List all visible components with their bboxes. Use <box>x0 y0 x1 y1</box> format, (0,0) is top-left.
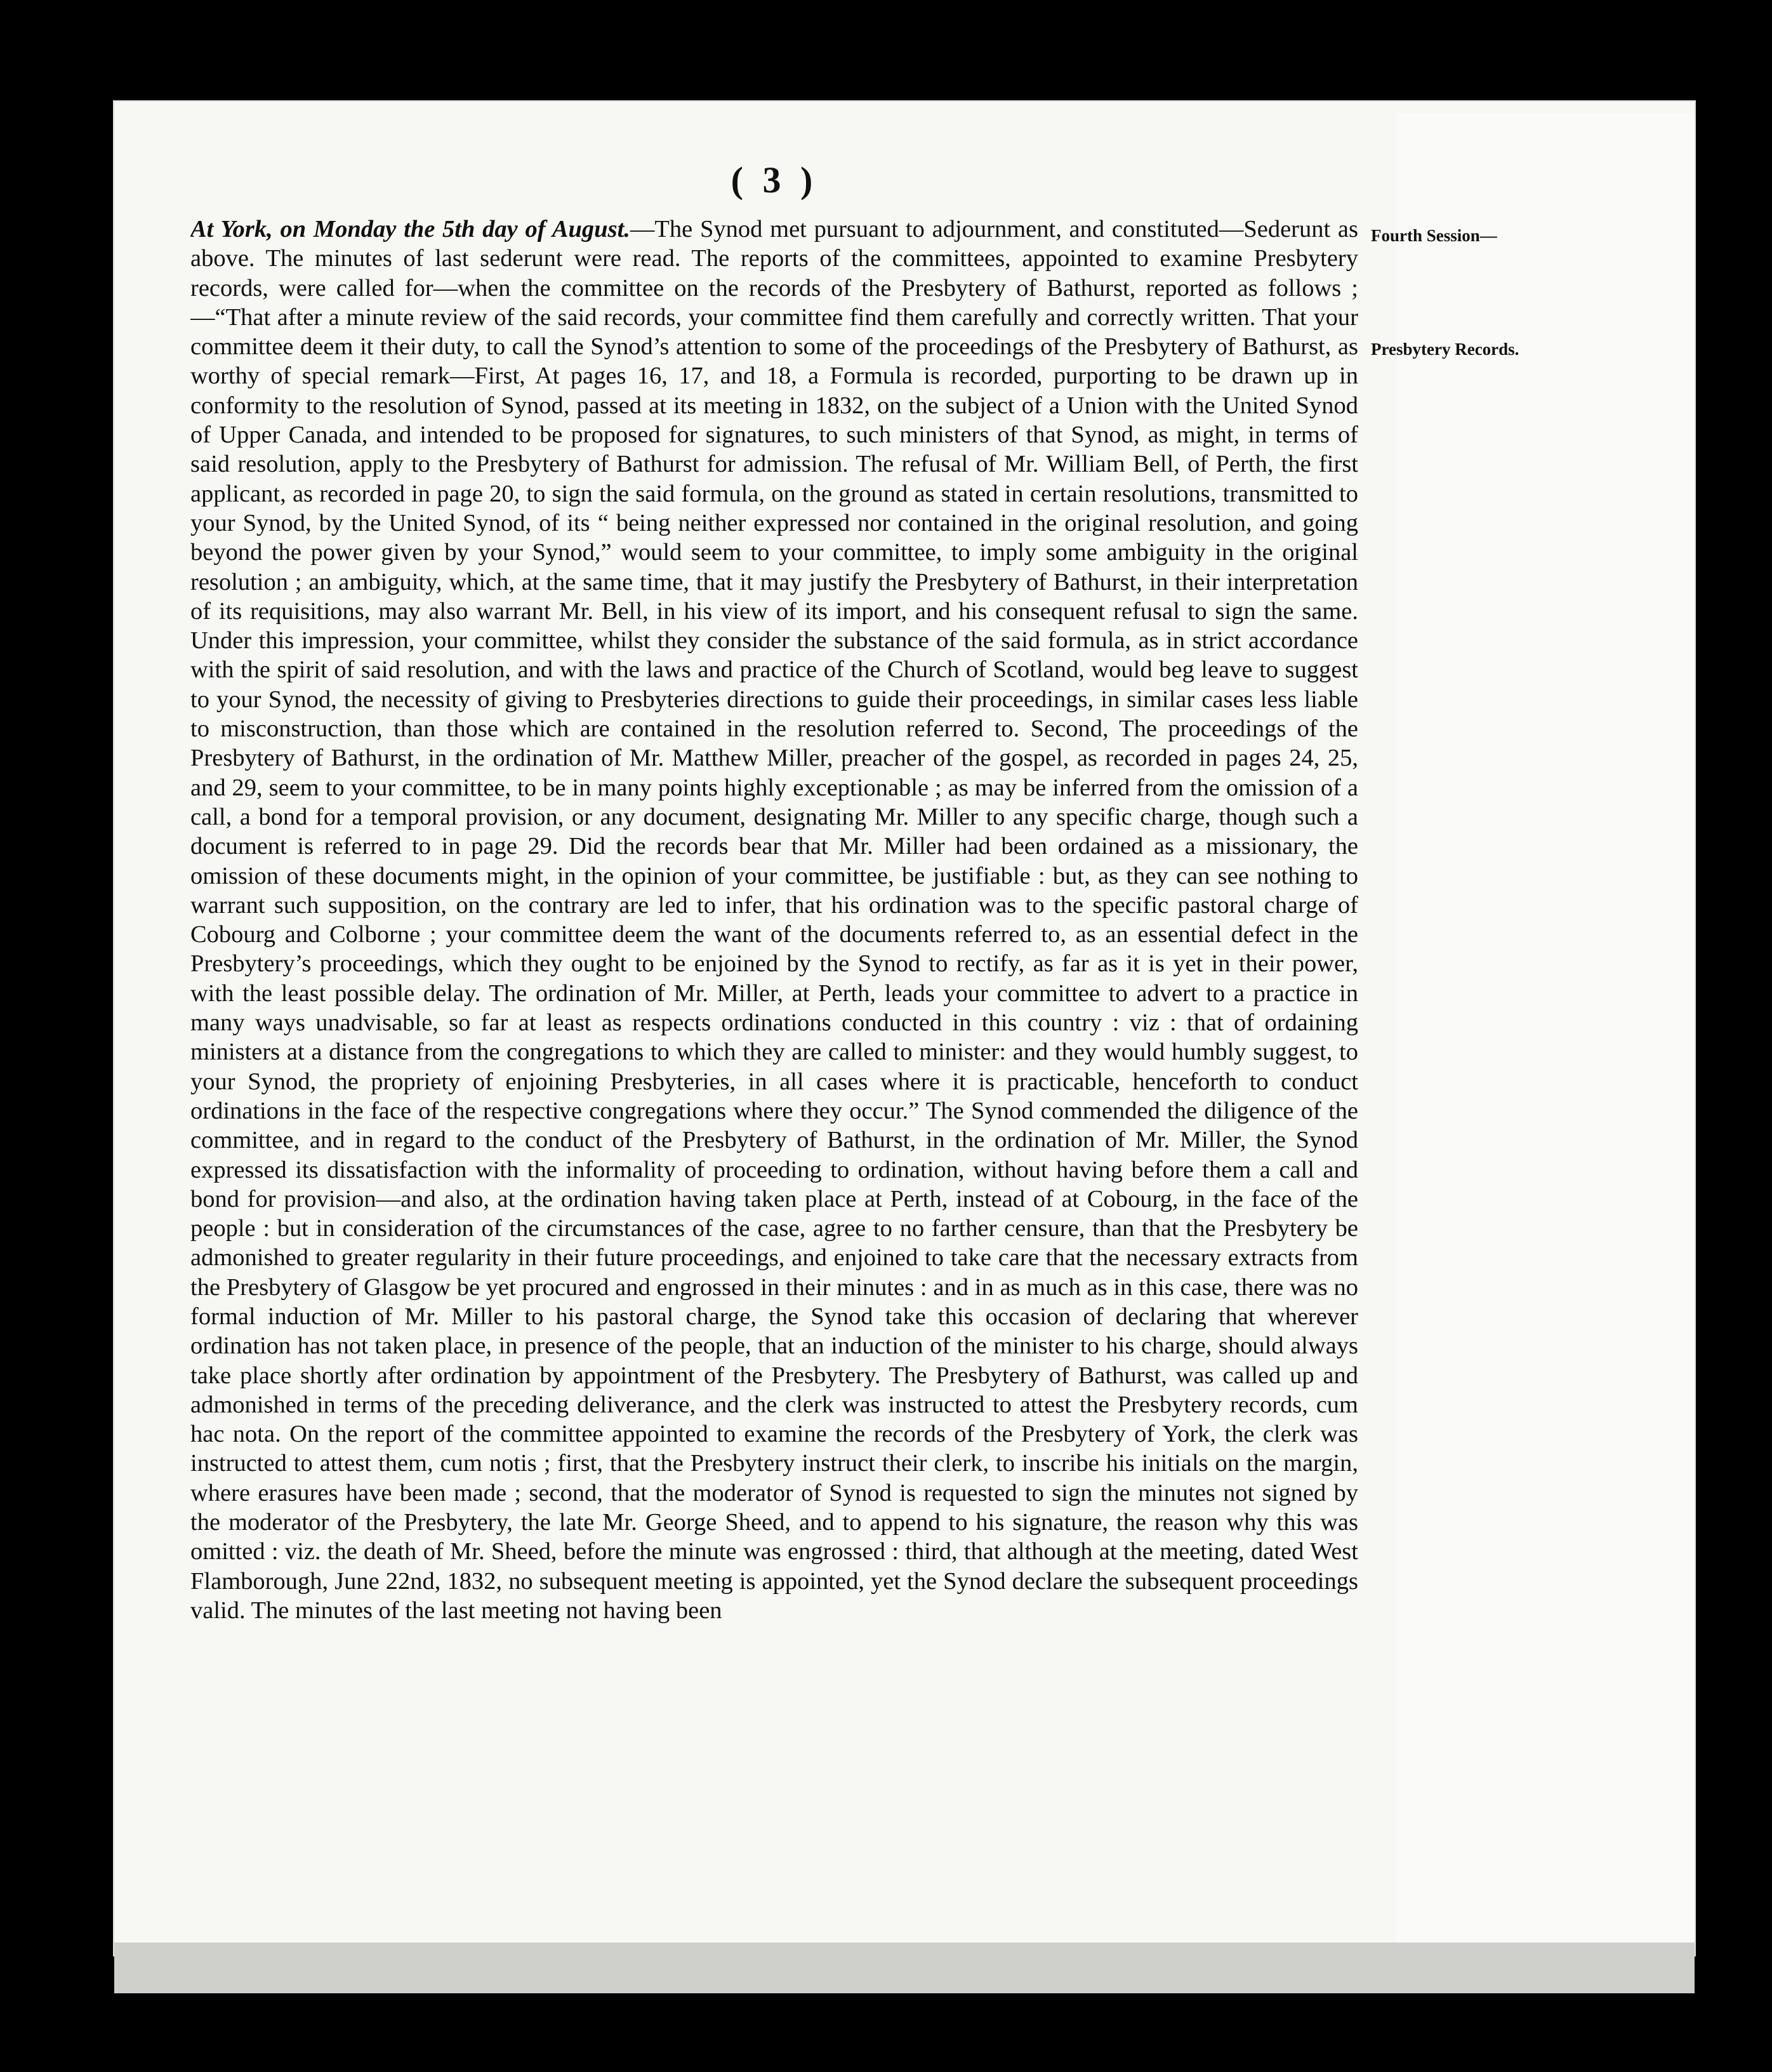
page-bottom-edge <box>114 1942 1695 1993</box>
margin-note-presbytery-records: Presbytery Records. <box>1371 340 1519 359</box>
session-heading: At York, on Monday the 5th day of August. <box>190 216 630 242</box>
paragraph-text: —The Synod met pursuant to adjournment, and constituted—Sederunt as above. The minutes of last sederunt were read. The reports of the committees, appointed to examine Presbytery records, were called for—when the committee on the records of the Presbytery of Bathurst, reported as follows ;—“That after a minute review of the said records, your committee find them carefully and correctly written. That your committee deem it their duty, to call the Synod’s attention to some of the proceedings of the Presbytery of Bathurst, as worthy of special remark—First, At pages 16, 17, and 18, a Formula is recorded, purporting to be drawn up in conformity to the resolution of Synod, passed at its meeting in 1832, on the subject of a Union with the United Synod of Upper Canada, and intended to be proposed for signatures, to such ministers of that Synod, as might, in terms of said resolution, apply to the Presbytery of Bathurst for admission. The refusal of Mr. William Bell, of Perth, the first applicant, as recorded in page 20, to sign the said formula, on the ground as stated in certain resolutions, transmitted to your Synod, by the United Synod, of its “ being neither expressed nor contained in the original resolution, and going beyond the power given by your Synod,” would seem to your committee, to imply some ambiguity in the original resolution ; an ambiguity, which, at the same time, that it may justify the Presbytery of Bathurst, in their interpretation of its requisitions, may also warrant Mr. Bell, in his view of its import, and his consequent refusal to sign the same. Under this impression, your committee, whilst they consider the substance of the said formula, as in strict accordance with the spirit of said resolution, and with the laws and practice of the Church of Scotland, would beg leave to suggest to your Synod, the necessity of giving to Presbyteries directions to guide their proceedings, in similar cases less liable to misconstruction, than those which are contained in the resolution referred to. Second, The proceedings of the Presbytery of Bathurst, in the ordination of Mr. Matthew Miller, preacher of the gospel, as recorded in pages 24, 25, and 29, seem to your committee, to be in many points highly exceptionable ; as may be inferred from the omission of a call, a bond for a temporal provision, or any document, designating Mr. Miller to any specific charge, though such a document is referred to in page 29. Did the records bear that Mr. Miller had been ordained as a missionary, the omission of these documents might, in the opinion of your committee, be justifiable : but, as they can see nothing to warrant such supposition, on the contrary are led to infer, that his ordination was to the specific pastoral charge of Cobourg and Colborne ; your committee deem the want of the documents referred to, as an essential defect in the Presbytery’s proceedings, which they ought to be enjoined by the Synod to rectify, as far as it is yet in their power, with the least possible delay. The ordination of Mr. Miller, at Perth, leads your committee to advert to a practice in many ways unadvisable, so far at least as respects ordinations conducted in this country : viz : that of ordaining ministers at a distance from the congregations to which they are called to minister: and they would humbly suggest, to your Synod, the propriety of enjoining Presbyteries, in all cases where it is practicable, henceforth to conduct ordinations in the face of the respective congregations where they occur.” The Synod commended the diligence of the committee, and in regard to the conduct of the Presbytery of Bathurst, in the ordination of Mr. Miller, the Synod expressed its dissatisfaction with the informality of proceeding to ordination, without having before them a call and bond for provision—and also, at the ordination having taken place at Perth, instead of at Cobourg, in the face of the people : but in consideration of the circumstances of the case, agree to no farther censure, than that the Presbytery be admonished to greater regularity in their future proceedings, and enjoined to take care that the necessary extracts from the Presbytery of Glasgow be yet procured and engrossed in their minutes : and in as much as in this case, there was no formal induction of Mr. Miller to his pastoral charge, the Synod take this occasion of declaring that wherever ordination has not taken place, in presence of the people, that an induction of the minister to his charge, should always take place shortly after ordination by appointment of the Presbytery. The Presbytery of Bathurst, was called up and admonished in terms of the preceding deliverance, and the clerk was instructed to attest the Presbytery records, cum hac nota. On the report of the committee appointed to examine the records of the Presbytery of York, the clerk was instructed to attest them, cum notis ; first, that the Presbytery instruct their clerk, to inscribe his initials on the margin, where erasures have been made ; second, that the moderator of Synod is requested to sign the minutes not signed by the moderator of the Presbytery, the late Mr. George Sheed, and to append to his signature, the reason why this was omitted : viz. the death of Mr. Sheed, before the minute was engrossed : third, that although at the meeting, dated West Flamborough, June 22nd, 1832, no subsequent meeting is appointed, yet the Synod declare the subsequent proceedings valid. The minutes of the last meeting not having been <box>190 216 1358 1624</box>
body-text <box>190 215 1358 1935</box>
page-margin-area <box>1396 113 1695 1954</box>
margin-note-fourth-session: Fourth Session— <box>1371 226 1497 245</box>
page-number: ( 3 ) <box>731 159 818 201</box>
paragraph <box>190 215 1358 1625</box>
